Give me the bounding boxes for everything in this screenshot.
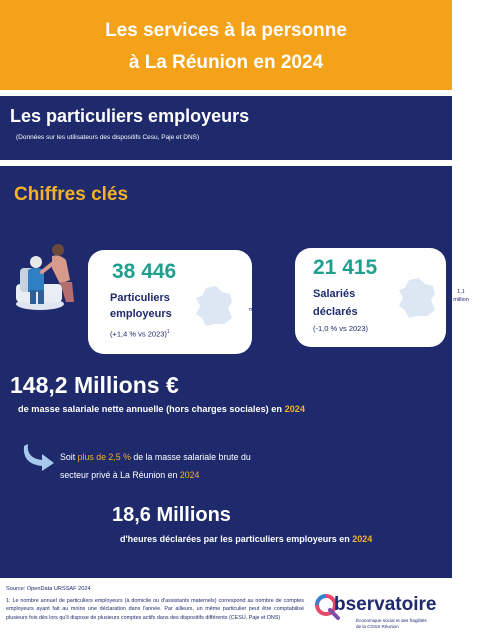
header-banner: [0, 0, 452, 90]
france-employees-unit: million: [453, 297, 469, 303]
share-line2-text: secteur privé à La Réunion en: [60, 470, 180, 480]
share-rest: de la masse salariale brute du: [130, 452, 251, 462]
employers-label-line1: Particuliers: [110, 292, 170, 304]
logo-wordmark: bservatoire: [334, 594, 437, 615]
employees-label-line1: Salariés: [313, 288, 356, 300]
employers-card: [88, 250, 268, 354]
section-title: Les particuliers employeurs: [10, 106, 250, 126]
employees-label-line2: déclarés: [313, 306, 358, 318]
header-title-line1: Les services à la personne: [105, 20, 347, 41]
share-prefix: Soit: [60, 452, 78, 462]
footnote-text: 1: Le nombre annuel de particuliers employeurs (à domicile ou d'assistants maternels) correspond au nombre de comptes employeurs ayant fait au moins une déclaration dans l'année. Par ailleurs, un même particulier peut être comptabilisé plusieurs fois dès lors qu'il dispose de plusieurs comptes actifs dans des dispositifs différents (CESU, Paje et DNS): [6, 598, 304, 621]
section-title-block: [0, 96, 452, 160]
share-year: 2024: [179, 470, 200, 480]
share-line2: [60, 470, 199, 480]
france-map-employers: [192, 284, 268, 328]
footnote-mark: 1: [166, 329, 170, 335]
employers-variation: [110, 329, 170, 339]
employees-card: [295, 248, 469, 347]
source-note: Source: OpenData URSSAF 2024: [6, 586, 91, 592]
france-employees-value: 1,1: [457, 289, 465, 295]
payroll-year: 2024: [284, 404, 306, 414]
employers-label-line2: employeurs: [110, 308, 172, 320]
france-map-employees: [395, 276, 469, 320]
hours-desc-text: d'heures déclarées par les particuliers employeurs en: [120, 534, 350, 544]
france-map-icon: [395, 276, 439, 320]
france-employers-value: 3,3: [254, 299, 262, 305]
key-figures-title: Chiffres clés: [14, 184, 129, 205]
logo-tagline-line2: de la CGSS Réunion: [356, 624, 399, 629]
payroll-description: [18, 404, 305, 414]
logo-tagline-line1: Économique social et des fragilités: [356, 618, 427, 623]
share-line1: [60, 452, 251, 462]
payroll-amount: 148,2 Millions €: [10, 372, 179, 398]
employees-count: 21 415: [313, 256, 378, 279]
header-title-line2: à La Réunion en 2024: [128, 52, 324, 73]
section-subtitle: (Données sur les utilisateurs des dispositifs Cesu, Paje et DNS): [16, 134, 200, 141]
hours-year: 2024: [352, 534, 373, 544]
observatoire-logo: [314, 592, 446, 632]
arrow-down-right-icon: [22, 442, 56, 472]
employers-variation-text: (+1,4 % vs 2023): [110, 329, 167, 339]
key-figures-panel: [0, 166, 469, 578]
france-map-icon: [192, 284, 236, 328]
hours-description: [120, 534, 372, 544]
share-highlight: plus de 2,5 %: [77, 452, 131, 462]
caregiver-illustration: [10, 238, 90, 318]
employees-variation: (-1,0 % vs 2023): [313, 324, 369, 333]
payroll-desc-text: de masse salariale nette annuelle (hors charges sociales) en: [18, 404, 283, 414]
logo-tagline: [356, 618, 427, 630]
hours-amount: 18,6 Millions: [112, 504, 231, 526]
employers-count: 38 446: [112, 260, 177, 283]
france-employers-unit: millions: [248, 307, 268, 313]
